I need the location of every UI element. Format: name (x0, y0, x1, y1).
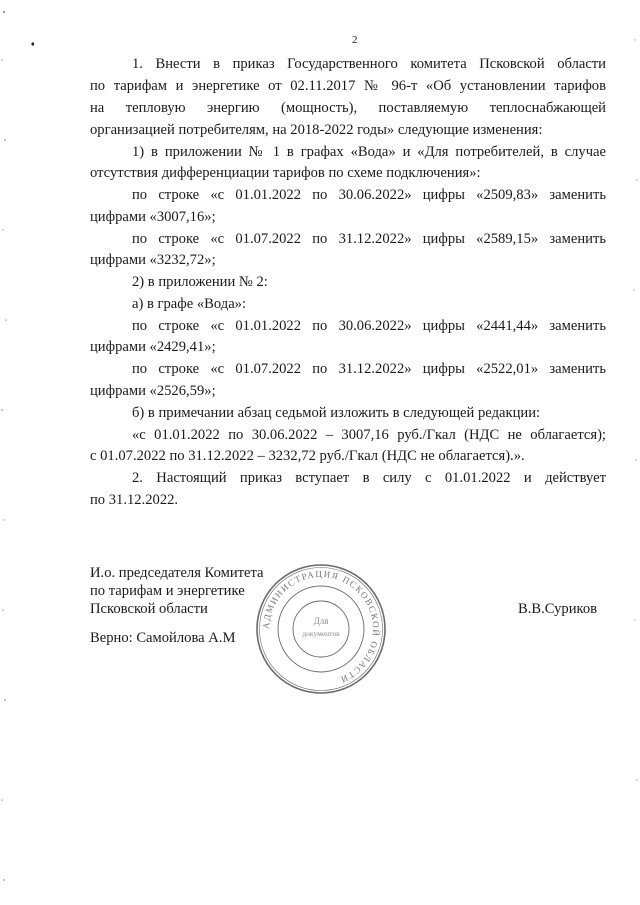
paragraph-line: 1. Внести в приказ Государственного комитета Псковской области (132, 56, 606, 72)
stamp-ring-text: АДМИНИСТРАЦИЯ ПСКОВСКОЙ ОБЛАСТИ (260, 568, 382, 686)
paragraph-line: по 31.12.2022. (90, 492, 179, 508)
paragraph-line: отсутствия дифференциации тарифов по схеме подключения»: (90, 165, 481, 181)
signatory-position: по тарифам и энергетике (90, 583, 245, 599)
paragraph-line: по строке «с 01.01.2022 по 30.06.2022» цифры «2441,44» заменить (132, 318, 606, 334)
paragraph-line: 2) в приложении № 2: (132, 274, 268, 290)
paragraph-line: организацией потребителям, на 2018-2022 годы» следующие изменения: (90, 122, 543, 138)
paragraph-line: цифрами «2526,59»; (90, 383, 216, 399)
paragraph-line: б) в примечании абзац седьмой изложить в следующей редакции: (132, 405, 541, 421)
paragraph-line: цифрами «3007,16»; (90, 209, 216, 225)
scan-edge-right (626, 0, 640, 905)
paragraph-line: цифрами «3232,72»; (90, 252, 216, 268)
paragraph-line: а) в графе «Вода»: (132, 296, 247, 312)
paragraph-line: 1) в приложении № 1 в графах «Вода» и «Для потребителей, в случае (132, 144, 606, 160)
paragraph-line: по строке «с 01.07.2022 по 31.12.2022» цифры «2589,15» заменить (132, 231, 606, 247)
page-number: 2 (352, 34, 358, 46)
paragraph-line: 2. Настоящий приказ вступает в силу с 01.01.2022 и действует (132, 470, 606, 486)
signatory-position: Псковской области (90, 601, 208, 617)
scan-edge-left (0, 0, 34, 905)
paragraph-line: с 01.07.2022 по 31.12.2022 – 3232,72 руб./Гкал (НДС не облагается).». (90, 448, 525, 464)
paragraph-line: на тепловую энергию (мощность), поставляемую теплоснабжающей (90, 100, 606, 116)
stamp-inner-text: документов (302, 629, 340, 638)
certified-by: Верно: Самойлова А.М (90, 630, 236, 646)
signatory-name: В.В.Суриков (518, 601, 598, 617)
stamp-inner-text: Для (313, 616, 329, 626)
paragraph-line: цифрами «2429,41»; (90, 339, 216, 355)
paragraph-line: «с 01.01.2022 по 30.06.2022 – 3007,16 руб./Гкал (НДС не облагается); (132, 427, 606, 443)
paragraph-line: по строке «с 01.01.2022 по 30.06.2022» цифры «2509,83» заменить (132, 187, 606, 203)
paragraph-line: по тарифам и энергетике от 02.11.2017 № 96-т «Об установлении тарифов (90, 78, 606, 94)
paragraph-line: по строке «с 01.07.2022 по 31.12.2022» цифры «2522,01» заменить (132, 361, 606, 377)
official-stamp (254, 562, 388, 696)
signatory-position: И.о. председателя Комитета (90, 565, 264, 581)
